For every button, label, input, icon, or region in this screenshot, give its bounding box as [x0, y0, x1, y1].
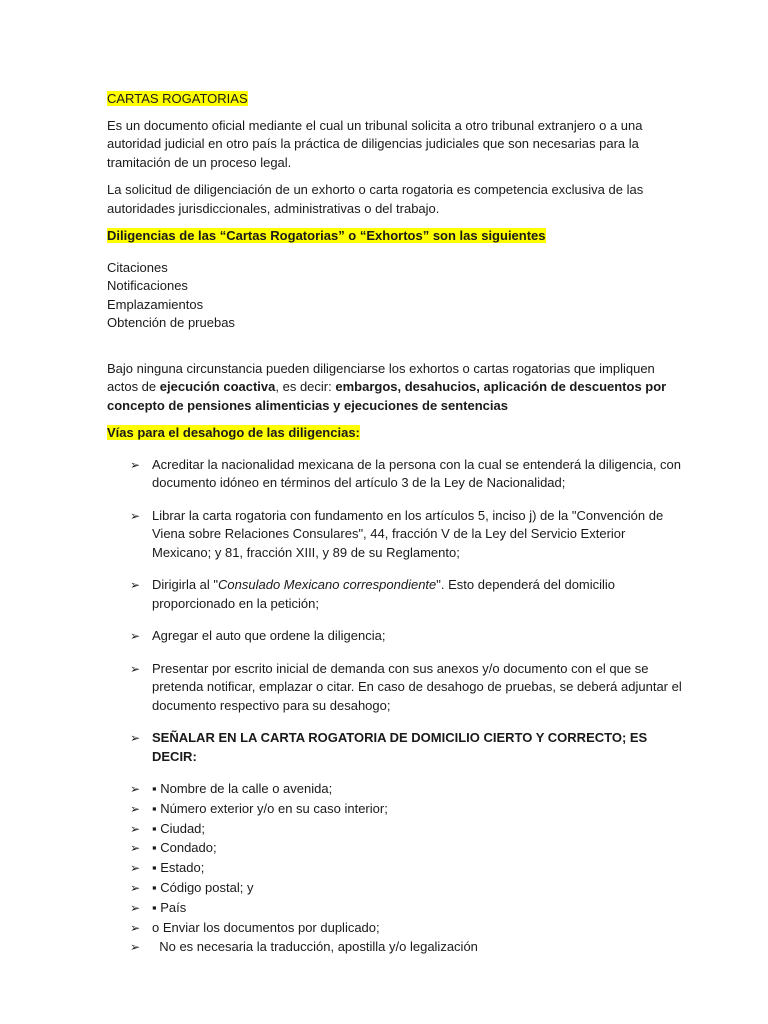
list-item-text: ▪ Número exterior y/o en su caso interior; — [152, 800, 388, 816]
list-item-text: ▪ País — [152, 899, 187, 915]
list-item — [107, 820, 688, 839]
list-item-domicilio-heading — [107, 729, 688, 766]
list-item — [107, 780, 688, 799]
list-item-text: o Enviar los documentos por duplicado; — [152, 919, 380, 935]
list-item-text: Presentar por escrito inicial de demanda con sus anexos y/o documento con el que se pretenda notificar, emplazar o citar. En caso de desahogo de pruebas, se deberá adjuntar el documento respectivo para su desahogo; — [152, 660, 682, 713]
arrow-bullet-icon: ➢ — [130, 508, 141, 523]
diligencias-heading — [107, 227, 688, 246]
list-item: Notificaciones — [107, 278, 188, 293]
list-item — [107, 859, 688, 878]
list-item — [107, 660, 688, 716]
list-item: Obtención de pruebas — [107, 315, 235, 330]
restriction-bold-1: ejecución coactiva — [159, 379, 276, 394]
list-item-text: Agregar el auto que ordene la diligencia; — [152, 628, 386, 643]
title-highlight: CARTAS ROGATORIAS — [107, 91, 248, 106]
list-item — [107, 879, 688, 898]
arrow-bullet-icon: ➢ — [130, 782, 141, 796]
list-item-text: ▪ Código postal; y — [152, 879, 254, 895]
list-item-text: Librar la carta rogatoria con fundamento en los artículos 5, inciso j) de la "Convención de Viena sobre Relaciones Consulares", 44, fracción V de la Ley del Servicio Exterior Mexicano; y 81, fracción XIII, y 89 de su Reglamento; — [152, 507, 664, 560]
list-item — [107, 456, 688, 493]
list-item-text: No es necesaria la traducción, apostilla y/o legalización — [152, 939, 478, 955]
arrow-bullet-icon: ➢ — [130, 457, 141, 472]
domicilio-heading: SEÑALAR EN LA CARTA ROGATORIA DE DOMICILIO CIERTO Y CORRECTO; ES DECIR: — [152, 730, 648, 764]
list-item-text: Acreditar la nacionalidad mexicana de la persona con la cual se entenderá la diligencia, con documento idóneo en términos del artículo 3 de la Ley de Nacionalidad; — [152, 456, 682, 490]
list-item — [107, 839, 688, 858]
arrow-bullet-icon: ➢ — [130, 940, 141, 955]
intro-paragraph-1: Es un documento oficial mediante el cual un tribunal solicita a otro tribunal extranjero o a una autoridad judicial en otro país la práctica de diligencias judiciales que son necesarias para la tramitación de un proceso legal. — [107, 117, 643, 170]
list-item: Emplazamientos — [107, 296, 204, 312]
vias-heading-text: Vías para el desahogo de las diligencias: — [107, 425, 360, 440]
list-item — [107, 627, 688, 646]
list-item-text-post: ". Esto dependerá del domicilio proporcionado en la petición; — [152, 577, 616, 611]
arrow-bullet-icon: ➢ — [130, 900, 141, 915]
list-item — [107, 576, 688, 613]
list-item-text-pre: Dirigirla al " — [152, 577, 219, 592]
list-item — [107, 919, 688, 938]
list-item-text: ▪ Nombre de la calle o avenida; — [152, 781, 333, 796]
arrow-bullet-icon: ➢ — [130, 661, 141, 676]
document-title — [107, 90, 688, 109]
restriction-bold-2: embargos, desahucios, aplicación de descuentos por concepto de pensiones alimenticias y ejecuciones de sentencias — [107, 379, 667, 413]
list-item-text: ▪ Ciudad; — [152, 820, 206, 836]
arrow-bullet-icon: ➢ — [130, 578, 141, 592]
arrow-bullet-icon: ➢ — [130, 920, 141, 935]
restriction-text-2: , es decir: — [275, 379, 336, 394]
list-item — [107, 899, 688, 918]
vias-list — [107, 456, 688, 767]
arrow-bullet-icon: ➢ — [130, 880, 141, 895]
list-item — [107, 507, 688, 563]
list-item-text-italic: Consulado Mexicano correspondiente — [218, 577, 437, 592]
diligencias-heading-text: Diligencias de las “Cartas Rogatorias” o “Exhortos” son las siguientes — [107, 228, 546, 243]
arrow-bullet-icon: ➢ — [130, 821, 141, 836]
arrow-bullet-icon: ➢ — [130, 731, 141, 745]
restriction-paragraph — [107, 360, 688, 416]
arrow-bullet-icon: ➢ — [130, 861, 141, 876]
restriction-text-1: Bajo ninguna circunstancia pueden diligenciarse los exhortos o cartas rogatorias que impliquen actos de — [107, 360, 655, 394]
intro-paragraph-2: La solicitud de diligenciación de un exhorto o carta rogatoria es competencia exclusiva de las autoridades jurisdiccionales, administrativas o del trabajo. — [107, 182, 644, 216]
list-item-text: ▪ Condado; — [152, 840, 217, 856]
vias-heading — [107, 424, 688, 443]
list-item — [107, 938, 688, 957]
arrow-bullet-icon: ➢ — [130, 841, 141, 856]
list-item — [107, 800, 688, 819]
list-item-text: ▪ Estado; — [152, 860, 205, 876]
domicilio-list — [107, 780, 688, 957]
diligencias-list — [107, 259, 688, 333]
arrow-bullet-icon: ➢ — [130, 629, 141, 643]
list-item: Citaciones — [107, 259, 168, 275]
arrow-bullet-icon: ➢ — [130, 801, 141, 816]
